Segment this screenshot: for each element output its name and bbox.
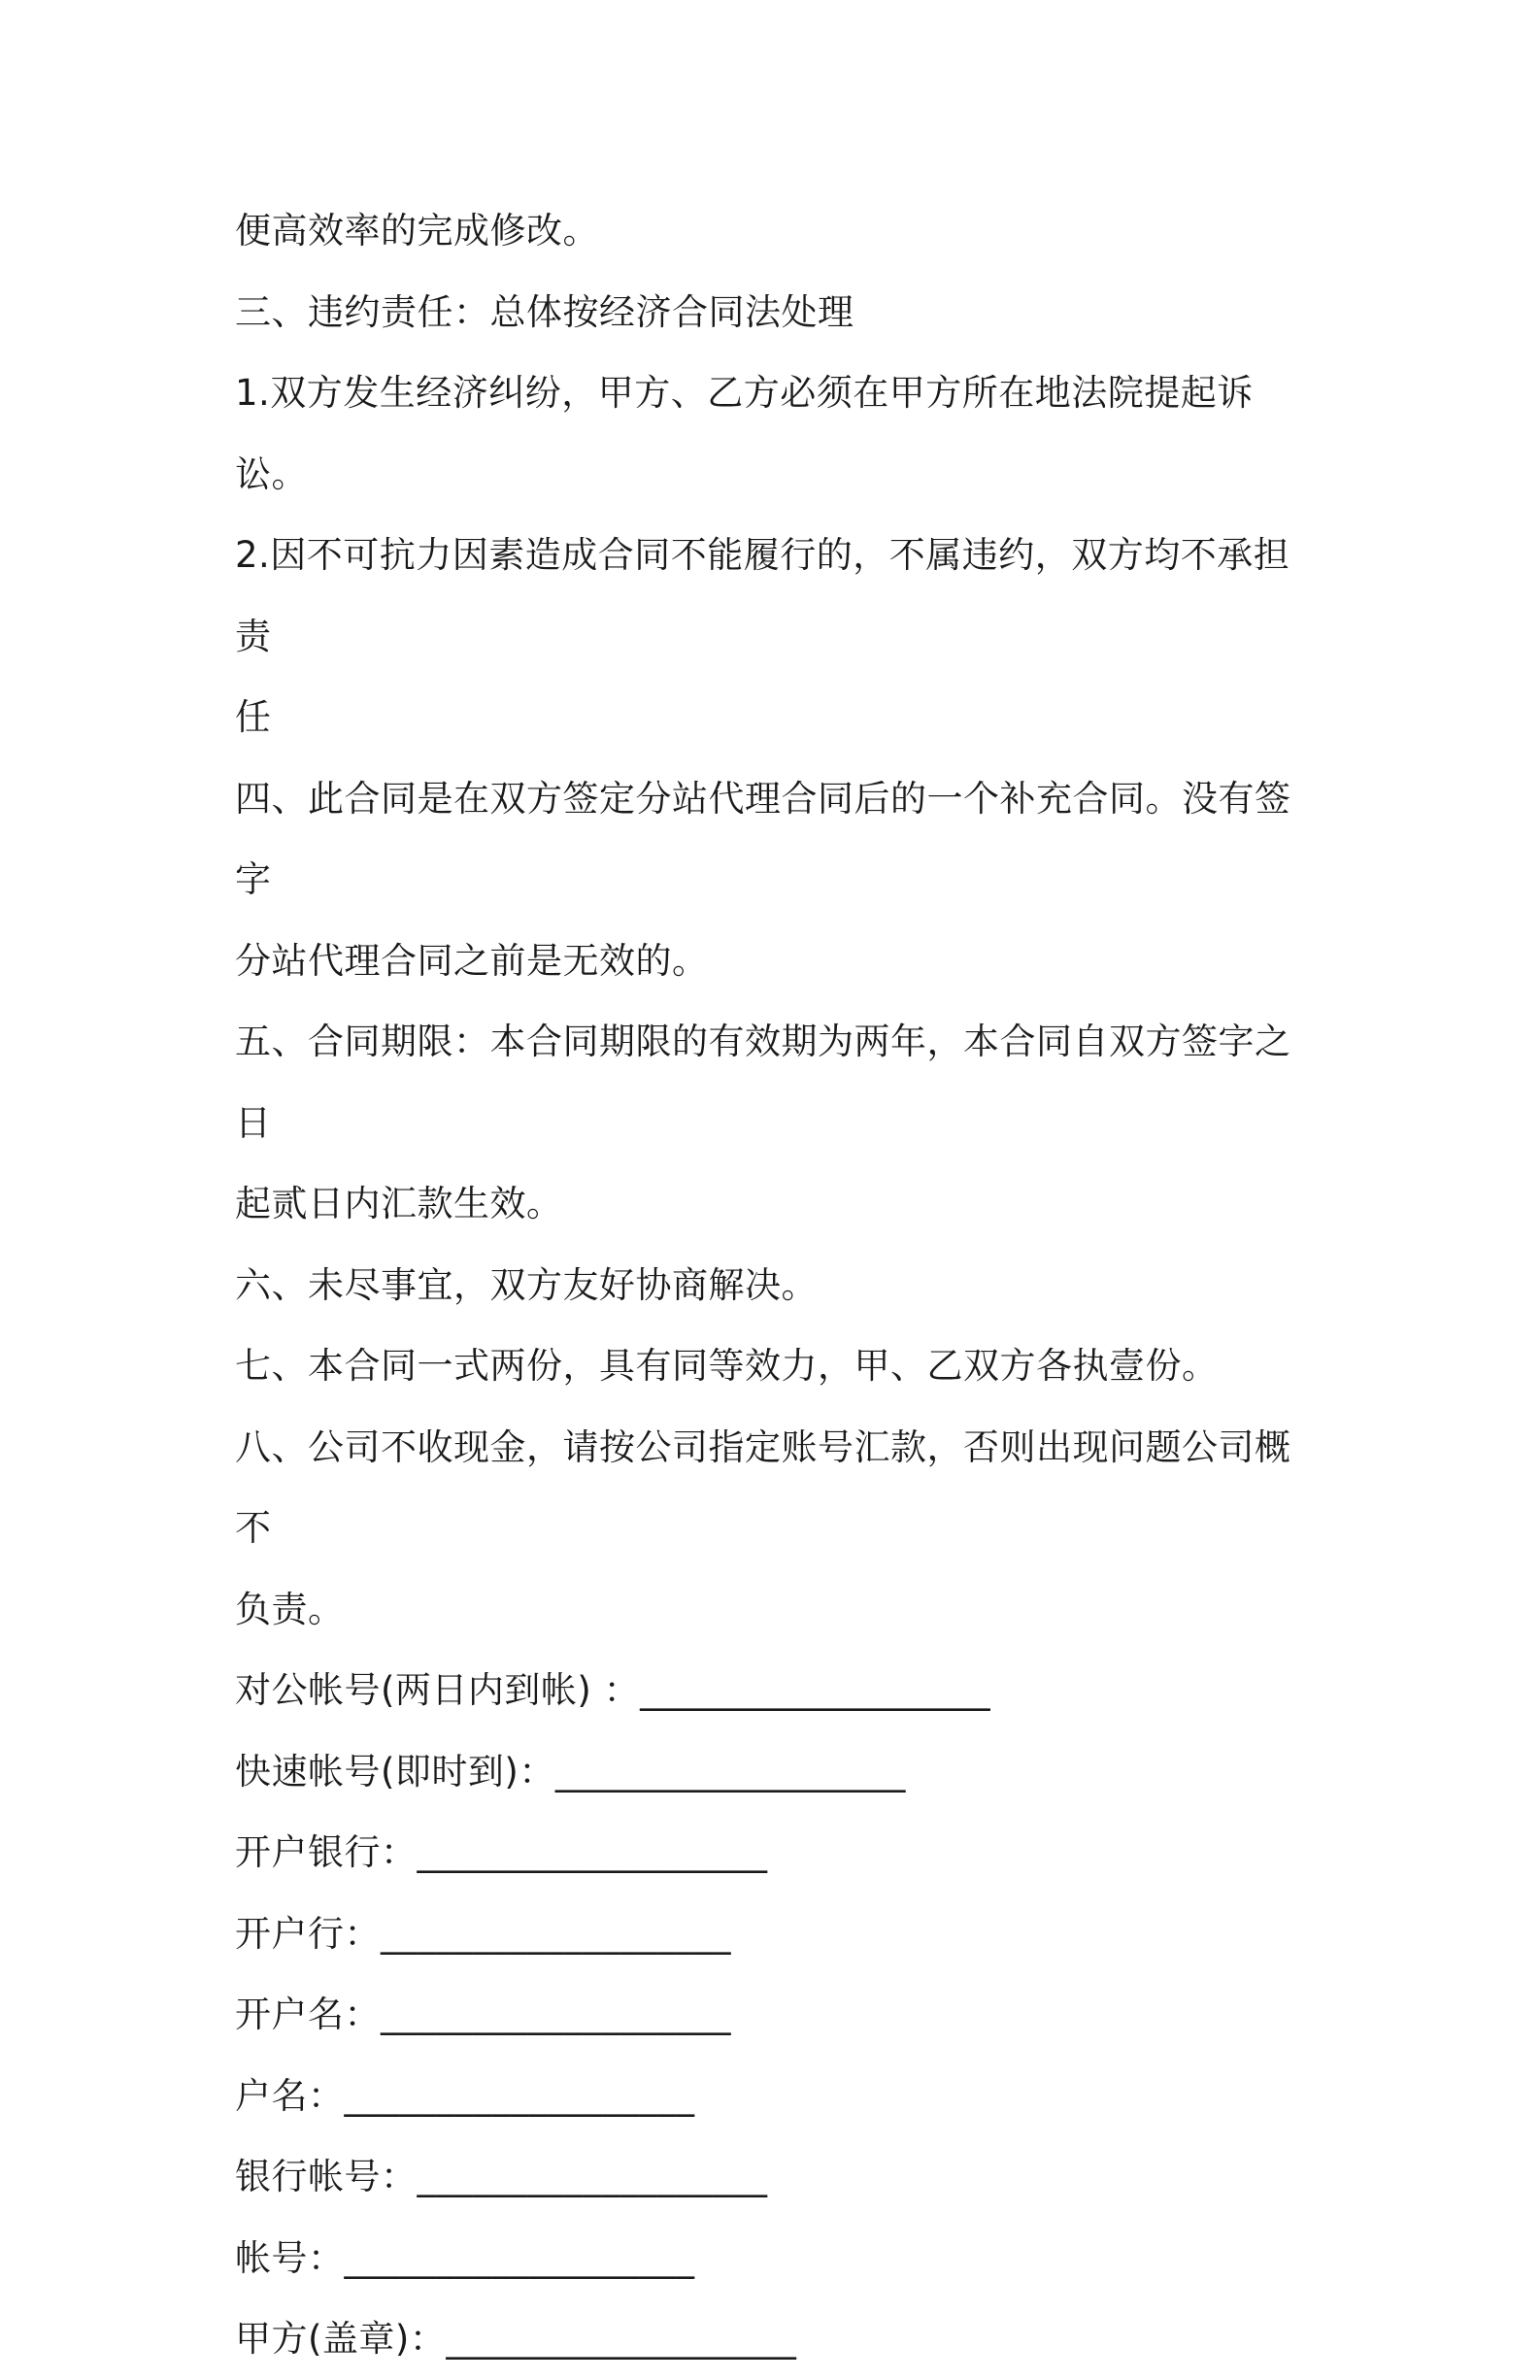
text-line: 任 — [235, 696, 272, 738]
text-line: 便高效率的完成修改。 — [235, 210, 599, 251]
section-heading-breach-liability: 三、违约责任：总体按经济合同法处理 — [235, 290, 854, 333]
section-supplementary-contract: 四、此合同是在双方签定分站代理合同后的一个补充合同。没有签字 — [235, 777, 1291, 900]
text-line: 1.双方发生经济纠纷，甲方、乙方必须在甲方所在地法院提起诉讼。 — [235, 372, 1254, 495]
text-line: 负责。 — [235, 1588, 345, 1630]
section-unresolved-matters: 六、未尽事宜，双方友好协商解决。 — [235, 1263, 818, 1306]
account-opening-name-field: 开户名：___________________ — [235, 1994, 731, 2035]
section-copies: 七、本合同一式两份，具有同等效力，甲、乙双方各执壹份。 — [235, 1345, 1219, 1387]
express-account-field: 快速帐号(即时到)：___________________ — [235, 1750, 906, 1793]
text-line: 2.因不可抗力因素造成合同不能履行的，不属违约，双方均不承担责 — [235, 534, 1290, 657]
text-line: 分站代理合同之前是无效的。 — [235, 939, 709, 982]
opening-bank-field: 开户银行：___________________ — [235, 1831, 768, 1873]
corporate-account-field: 对公帐号(两日内到帐) ：___________________ — [235, 1669, 991, 1711]
document-body — [235, 190, 1322, 2380]
bank-branch-field: 开户行：___________________ — [235, 1912, 731, 1955]
text-line: 起贰日内汇款生效。 — [235, 1183, 563, 1224]
party-a-seal-field: 甲方(盖章)：___________________ — [235, 2318, 797, 2360]
section-contract-term: 五、合同期限：本合同期限的有效期为两年，本合同自双方签字之日 — [235, 1021, 1291, 1144]
account-name-field: 户名：___________________ — [235, 2074, 695, 2117]
bank-account-number-field: 银行帐号：___________________ — [235, 2156, 768, 2197]
account-number-field: 帐号：___________________ — [235, 2236, 695, 2279]
section-payment-terms: 八、公司不收现金，请按公司指定账号汇款，否则出现问题公司概不 — [235, 1425, 1291, 1549]
